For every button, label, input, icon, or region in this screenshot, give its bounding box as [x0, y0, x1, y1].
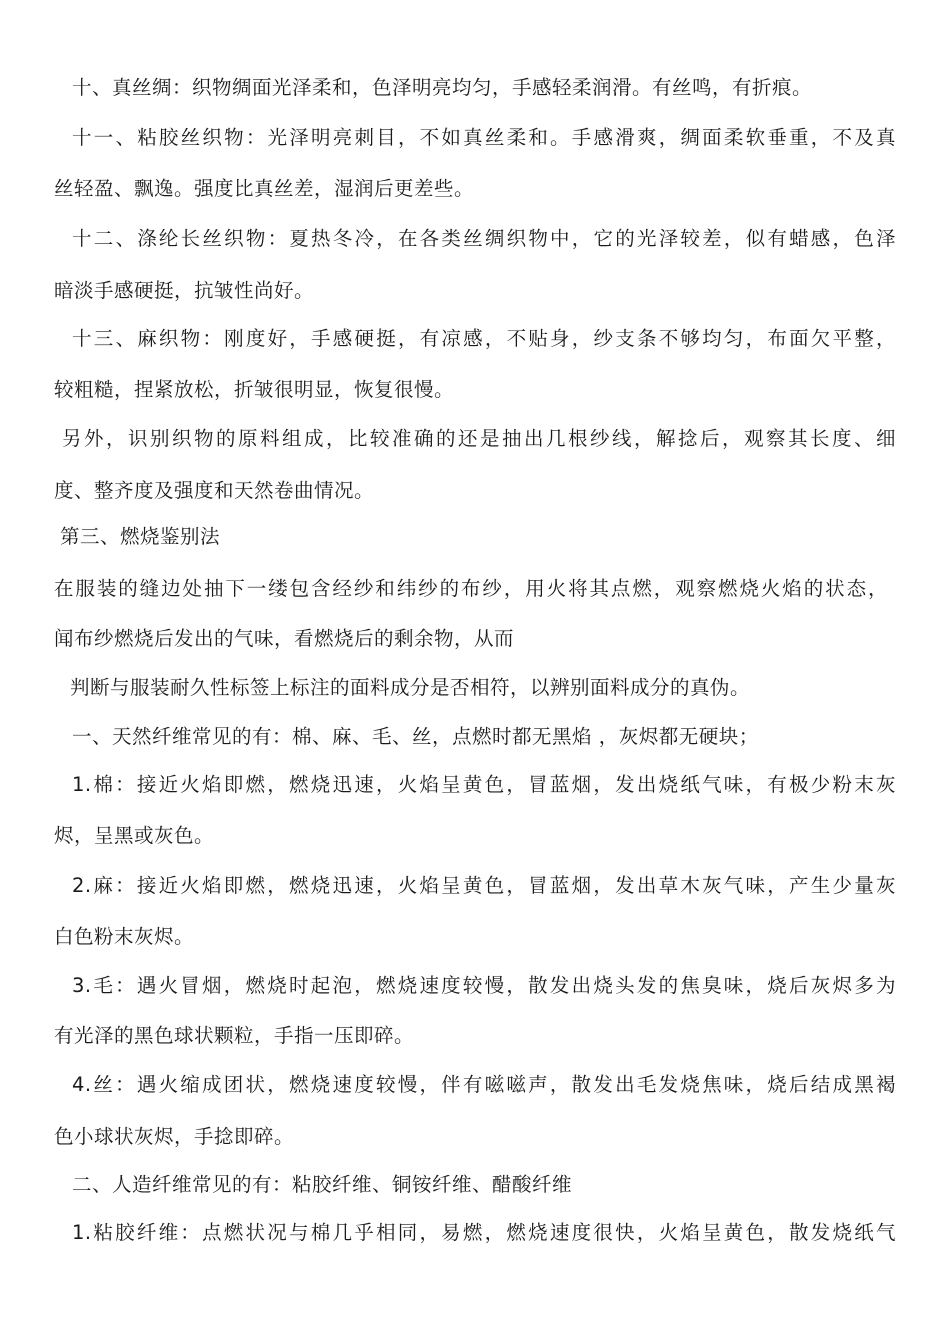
paragraph-additionally-line-1: 另外，识别织物的原料组成，比较准确的还是抽出几根纱线，解捻后，观察其长度、细 [62, 427, 896, 450]
item-text: 棉：接近火焰即燃，燃烧迅速，火焰呈黄色，冒蓝烟，发出烧纸气味，有极少粉末灰 [91, 773, 896, 796]
paragraph-additionally-line-2: 度、整齐度及强度和天然卷曲情况。 [54, 479, 375, 502]
item-silk-line-1 [72, 1072, 896, 1098]
item-cotton-line-1 [72, 772, 896, 798]
item-silk-line-2: 色小球状灰烬，手捻即碎。 [54, 1125, 295, 1148]
item-number: 1. [72, 773, 92, 796]
item-text: 毛：遇火冒烟，燃烧时起泡，燃烧速度较慢，散发出烧头发的焦臭味，烧后灰烬多为 [91, 974, 896, 997]
item-cotton-line-2: 烬，呈黑或灰色。 [54, 824, 215, 847]
paragraph-viscose-silk-line-2: 丝轻盈、飘逸。强度比真丝差，湿润后更差些。 [54, 177, 475, 200]
heading-natural-fibers: 一、天然纤维常见的有：棉、麻、毛、丝，点燃时都无黑焰 ，灰烬都无硬块； [72, 725, 759, 748]
paragraph-polyester-line-1: 十二、涤纶长丝织物：夏热冬冷，在各类丝绸织物中，它的光泽较差，似有蜡感，色泽 [72, 227, 896, 250]
heading-artificial-fibers: 二、人造纤维常见的有：粘胶纤维、铜铵纤维、醋酸纤维 [72, 1173, 573, 1196]
item-hemp-line-2: 白色粉末灰烬。 [54, 925, 195, 948]
paragraph-linen-line-1: 十三、麻织物：刚度好，手感硬挺，有凉感，不贴身，纱支条不够均匀，布面欠平整， [72, 327, 896, 350]
item-text: 麻：接近火焰即燃，燃烧迅速，火焰呈黄色，冒蓝烟，发出草木灰气味，产生少量灰 [91, 874, 896, 897]
paragraph-viscose-silk-line-1: 十一、粘胶丝织物：光泽明亮刺目，不如真丝柔和。手感滑爽，绸面柔软垂重，不及真 [72, 126, 896, 149]
item-number: 4. [72, 1073, 92, 1096]
paragraph-intro-line-2: 闻布纱燃烧后发出的气味，看燃烧后的剩余物，从而 [54, 627, 515, 650]
item-number: 3. [72, 974, 92, 997]
paragraph-intro-line-1: 在服装的缝边处抽下一缕包含经纱和纬纱的布纱，用火将其点燃，观察燃烧火焰的状态， [54, 577, 888, 600]
item-text: 粘胶纤维：点燃状况与棉几乎相同，易燃，燃烧速度很快，火焰呈黄色，散发烧纸气 [91, 1221, 896, 1244]
paragraph-intro-line-3: 判断与服装耐久性标签上标注的面料成分是否相符，以辨别面料成分的真伪。 [70, 676, 751, 699]
item-viscose-line-1 [72, 1220, 896, 1246]
item-wool-line-2: 有光泽的黑色球状颗粒，手指一压即碎。 [54, 1024, 415, 1047]
item-wool-line-1 [72, 973, 896, 999]
paragraph-polyester-line-2: 暗淡手感硬挺，抗皱性尚好。 [54, 279, 315, 302]
paragraph-silk-line-1: 十、真丝绸：织物绸面光泽柔和，色泽明亮均匀，手感轻柔润滑。有丝鸣，有折痕。 [72, 76, 813, 99]
paragraph-linen-line-2: 较粗糙，捏紧放松，折皱很明显，恢复很慢。 [54, 378, 455, 401]
section-heading-burning-test: 第三、燃烧鉴别法 [60, 525, 221, 548]
item-number: 1. [72, 1221, 92, 1244]
item-number: 2. [72, 874, 92, 897]
item-text: 丝：遇火缩成团状，燃烧速度较慢，伴有嗞嗞声，散发出毛发烧焦味，烧后结成黑褐 [91, 1073, 896, 1096]
item-hemp-line-1 [72, 873, 896, 899]
